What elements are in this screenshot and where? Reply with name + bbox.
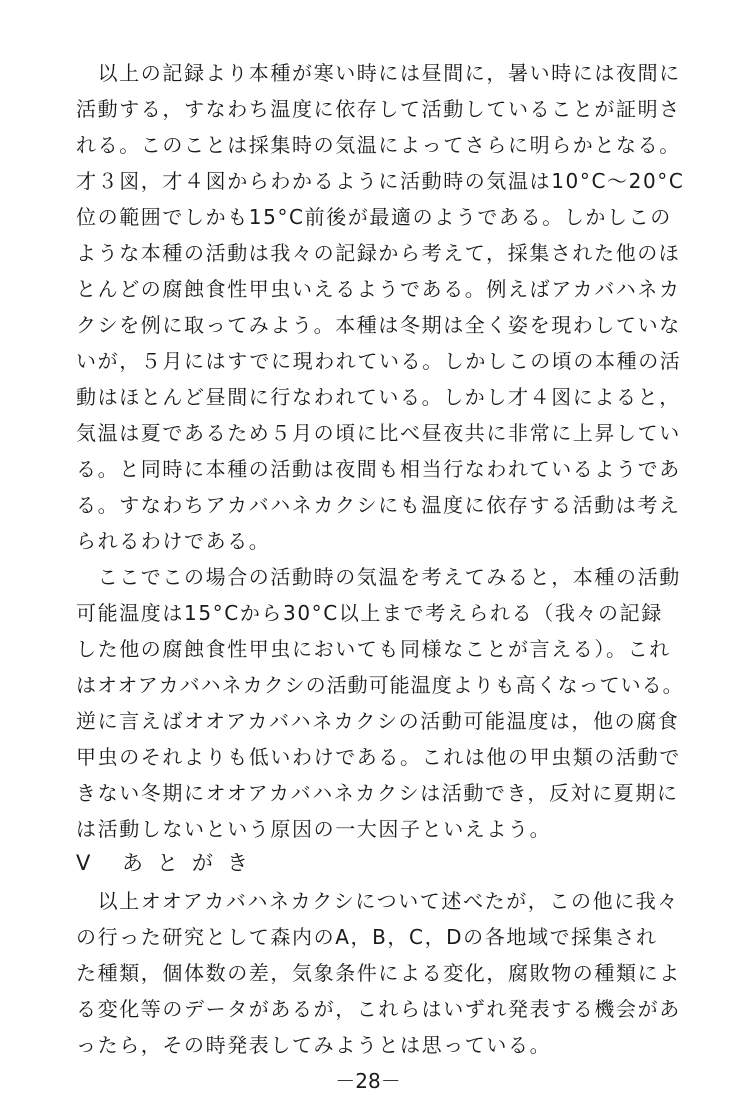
body-text-line: る。と同時に本種の活動は夜間も相当行なわれているようであ <box>76 457 681 481</box>
body-text-line: 動はほとんど昼間に行なわれている。しかし才４図によると， <box>76 385 681 409</box>
section-title: あとがき <box>122 851 262 875</box>
body-text-line: られるわけである。 <box>76 529 271 553</box>
body-text-line: る。すなわちアカバハネカクシにも温度に依存する活動は考え <box>76 493 681 517</box>
body-text-line: 以上オオアカバハネカクシについて述べたが，この他に我々 <box>76 889 679 913</box>
body-text-line: 気温は夏であるため５月の頃に比べ昼夜共に非常に上昇してい <box>76 421 681 445</box>
body-text-line: る変化等のデータがあるが，これらはいずれ発表する機会があ <box>76 997 681 1021</box>
section-heading <box>76 845 262 881</box>
body-text-line: の行った研究として森内のA，B，C，Dの各地域で採集され <box>76 925 658 949</box>
body-text-line: きない冬期にオオアカバハネカクシは活動でき，反対に夏期に <box>76 781 679 805</box>
body-text-line: 才３図，才４図からわかるように活動時の気温は10°C～20°C <box>76 169 685 193</box>
body-text-line: ここでこの場合の活動時の気温を考えてみると，本種の活動 <box>76 565 681 589</box>
body-text-line: 逆に言えばオオアカバハネカクシの活動可能温度は，他の腐食 <box>76 709 680 733</box>
body-text-line: 活動する，すなわち温度に依存して活動していることが証明さ <box>76 97 681 121</box>
section-number: Ⅴ <box>76 851 91 875</box>
body-text-line: クシを例に取ってみよう。本種は冬期は全く姿を現わしていな <box>76 313 681 337</box>
body-text-line: 以上の記録より本種が寒い時には昼間に，暑い時には夜間に <box>76 61 681 85</box>
body-text-line: 可能温度は15°Cから30°C以上まで考えられる（我々の記録 <box>76 601 663 625</box>
body-text-line: た種類，個体数の差，気象条件による変化，腐敗物の種類によ <box>76 961 681 985</box>
page-number: －28－ <box>335 1069 401 1093</box>
body-text-line: した他の腐蝕食性甲虫においても同様なことが言える）。これ <box>76 637 671 661</box>
body-text-line: ような本種の活動は我々の記録から考えて，採集された他のほ <box>76 241 681 265</box>
body-text-line: れる。このことは採集時の気温によってさらに明らかとなる。 <box>76 133 681 157</box>
body-text-line: 位の範囲でしかも15°C前後が最適のようである。しかしこの <box>76 205 672 229</box>
body-text-line: はオオアカバハネカクシの活動可能温度よりも高くなっている。 <box>76 673 684 697</box>
body-text-line: ったら，その時発表してみようとは思っている。 <box>76 1033 552 1057</box>
body-text-line: とんどの腐蝕食性甲虫いえるようである。例えばアカバハネカ <box>76 277 681 301</box>
body-text-line: は活動しないという原因の一大因子といえよう。 <box>76 817 552 841</box>
body-text-line: いが，５月にはすでに現われている。しかしこの頃の本種の活 <box>76 349 682 373</box>
body-text-line: 甲虫のそれよりも低いわけである。これは他の甲虫類の活動で <box>76 745 681 769</box>
